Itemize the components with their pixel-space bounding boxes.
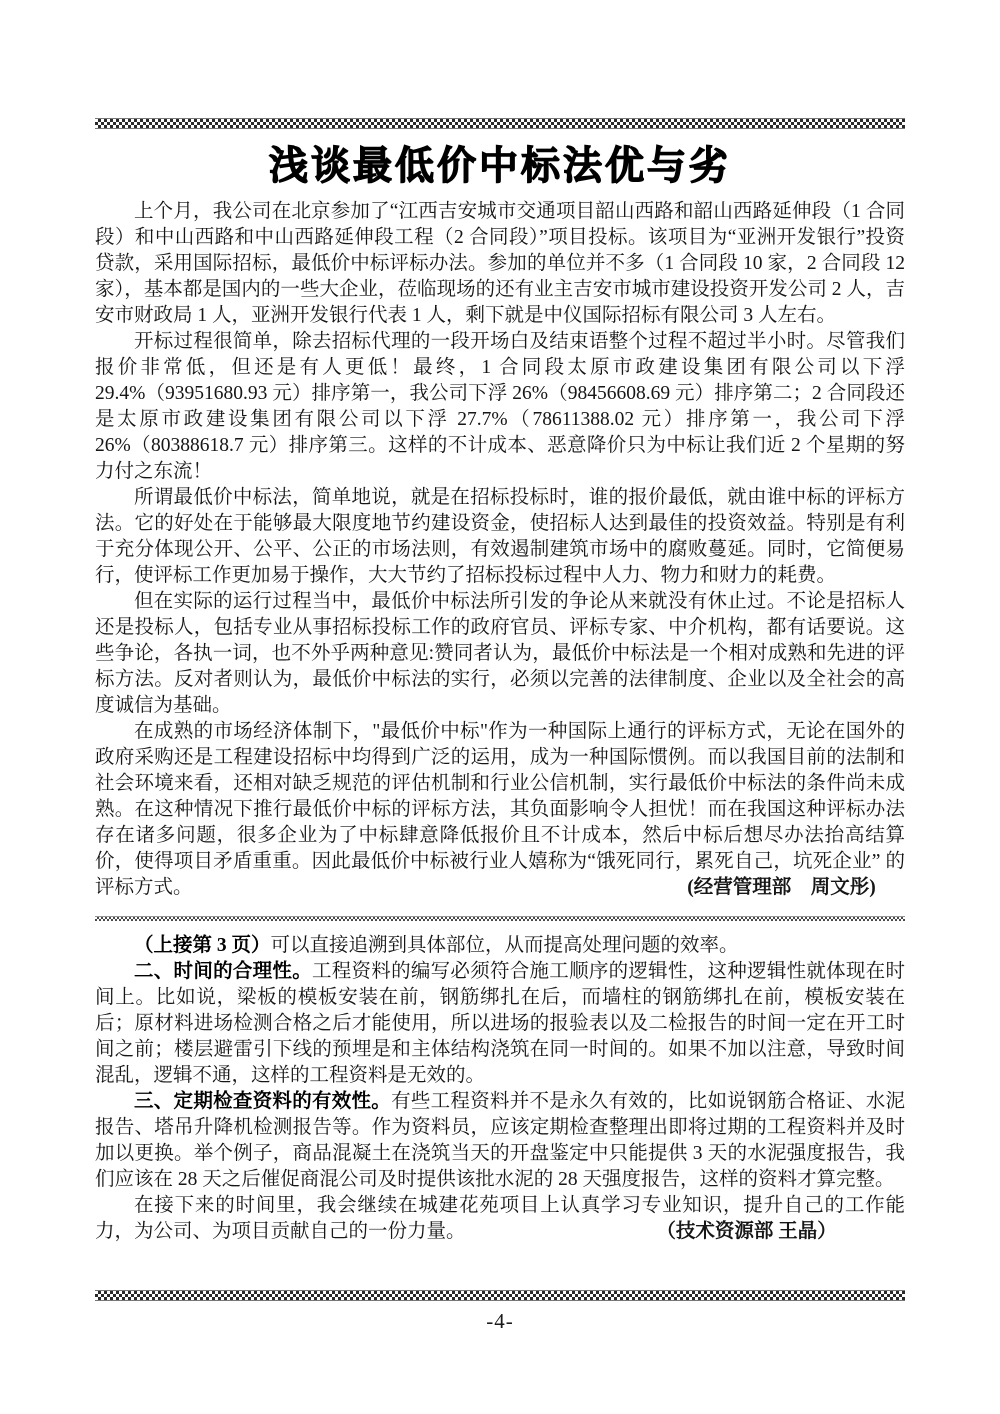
section-divider <box>95 916 905 921</box>
section-heading: 三、定期检查资料的有效性。 <box>134 1091 392 1112</box>
top-divider <box>95 118 905 129</box>
article-2-body <box>95 933 905 1245</box>
section-heading: 二、时间的合理性。 <box>134 961 312 982</box>
closing-paragraph <box>95 1193 905 1245</box>
author-byline: (经营管理部 周文彤) <box>687 877 876 898</box>
section-paragraph <box>95 1089 905 1193</box>
paragraph-text: 在成熟的市场经济体制下，"最低价中标"作为一种国际上通行的评标方式，无论在国外的政府采购还是工程建设招标中均得到广泛的运用，成为一种国际惯例。而以我国目前的法制和社会环境来看，还相对缺乏规范的评估机制和行业公信机制，实行最低价中标法的条件尚未成熟。在这种情况下推行最低价中标的评标方法，其负面影响令人担忧！而在我国这种评标办法存在诸多问题，很多企业为了中标肆意降低报价且不计成本，然后中标后想尽办法抬高结算价，使得项目矛盾重重。因此最低价中标被行业人嬉称为“饿死同行，累死自己，坑死企业” 的评标方式。 <box>95 721 905 898</box>
paragraph: 但在实际的运行过程当中，最低价中标法所引发的争论从来就没有休止过。不论是招标人还是投标人，包括专业从事招标投标工作的政府官员、评标专家、中介机构，都有话要说。这些争论，各执一词，也不外乎两种意见:赞同者认为，最低价中标法是一个相对成熟和先进的评标方法。反对者则认为，最低价中标法的实行，必须以完善的法律制度、企业以及全社会的高度诚信为基础。 <box>95 591 905 716</box>
closing-text: 在接下来的时间里，我会继续在城建花苑项目上认真学习专业知识，提升自己的工作能力，为公司、为项目贡献自己的一份力量。 <box>95 1195 905 1242</box>
article-1-body <box>95 199 905 901</box>
section-text: 工程资料的编写必须符合施工顺序的逻辑性，这种逻辑性就体现在时间上。比如说，梁板的模板安装在前，钢筋绑扎在后，而墙柱的钢筋绑扎在前，模板安装在后；原材料进场检测合格之后才能使用，所以进场的报验表以及二检报告的时间一定在开工时间之前；楼层避雷引下线的预埋是和主体结构浇筑在同一时间的。如果不加以注意，导致时间混乱，逻辑不通，这样的工程资料是无效的。 <box>95 961 905 1086</box>
author-byline: （技术资源部 王晶） <box>656 1221 837 1242</box>
continuation-lead <box>95 933 905 959</box>
section-paragraph <box>95 959 905 1089</box>
bottom-divider <box>95 1290 905 1301</box>
paragraph: 所谓最低价中标法，简单地说，就是在招标投标时，谁的报价最低，就由谁中标的评标方法。它的好处在于能够最大限度地节约建设资金，使招标人达到最佳的投资效益。特别是有利于充分体现公开、公平、公正的市场法则，有效遏制建筑市场中的腐败蔓延。同时，它简便易行，使评标工作更加易于操作，大大节约了招标投标过程中人力、物力和财力的耗费。 <box>95 487 905 586</box>
page-number: -4- <box>486 1309 514 1333</box>
page-footer <box>95 1290 905 1334</box>
section-text: 有些工程资料并不是永久有效的，比如说钢筋合格证、水泥报告、塔吊升降机检测报告等。作为资料员，应该定期检查整理出即将过期的工程资料并及时加以更换。举个例子，商品混凝土在浇筑当天的开盘鉴定中只能提供 3 天的水泥强度报告，我们应该在 28 天之后催促商混公司及时提供该批水泥的 28 天强度报告，这样的资料才算完整。 <box>95 1091 905 1190</box>
paragraph-with-byline <box>95 719 905 901</box>
article-title: 浅谈最低价中标法优与劣 <box>268 144 731 189</box>
continued-from-label: （上接第 3 页） <box>134 935 271 956</box>
continuation-lead-text: 可以直接追溯到具体部位，从而提高处理问题的效率。 <box>270 935 739 956</box>
page-content <box>95 0 905 1245</box>
paragraph: 开标过程很简单，除去招标代理的一段开场白及结束语整个过程不超过半小时。尽管我们报价非常低，但还是有人更低！最终，1 合同段太原市政建设集团有限公司以下浮 29.4%（93951680.93 元）排序第一，我公司下浮 26%（98456608.69 元）排序第二；2 合同段还是太原市政建设集团有限公司以下浮 27.7%（78611388.02 元）排序第一，我公司下浮 26%（80388618.7 元）排序第三。这样的不计成本、恶意降价只为中标让我们近 2 个星期的努力付之东流！ <box>95 331 905 482</box>
paragraph: 上个月，我公司在北京参加了“江西吉安城市交通项目韶山西路和韶山西路延伸段（1 合同段）和中山西路和中山西路延伸段工程（2 合同段）”项目投标。该项目为“亚洲开发银行”投资贷款，采用国际招标，最低价中标评标办法。参加的单位并不多（1 合同段 10 家，2 合同段 12 家），基本都是国内的一些大企业，莅临现场的还有业主吉安市城市建设投资开发公司 2 人，吉安市财政局 1 人，亚洲开发银行代表 1 人，剩下就是中仪国际招标有限公司 3 人左右。 <box>95 201 905 326</box>
